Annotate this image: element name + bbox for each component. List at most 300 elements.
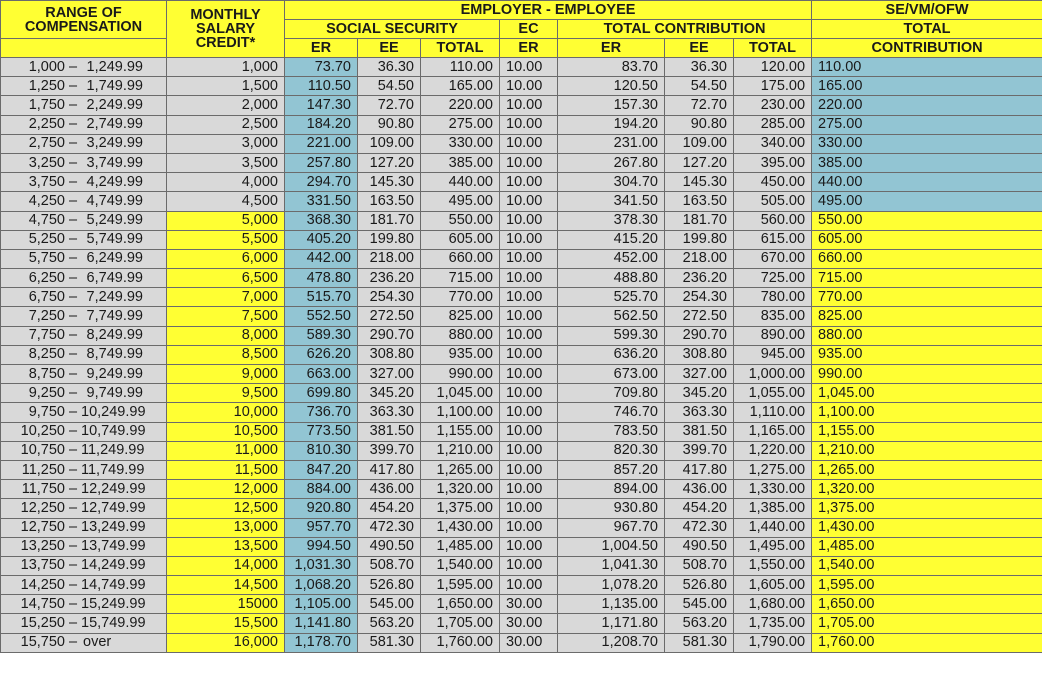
- cell-ec-er: 10.00: [500, 230, 558, 249]
- table-row: [1, 134, 1042, 153]
- cell-tc-total: 615.00: [734, 230, 812, 249]
- cell-ec-er: 10.00: [500, 269, 558, 288]
- cell-ec-er: 10.00: [500, 96, 558, 115]
- cell-tc-er: 820.30: [558, 441, 665, 460]
- cell-tc-er: 1,041.30: [558, 556, 665, 575]
- cell-ss-ee: 581.30: [358, 633, 421, 652]
- cell-tc-ee: 272.50: [665, 307, 734, 326]
- cell-ss-er: 663.00: [285, 365, 358, 384]
- cell-se-total: 715.00: [812, 269, 1042, 288]
- range-high: 7,249.99: [86, 288, 143, 305]
- cell-ec-er: 30.00: [500, 633, 558, 652]
- cell-tc-er: 267.80: [558, 153, 665, 172]
- table-row: [1, 499, 1042, 518]
- cell-msc: 12,000: [167, 480, 285, 499]
- cell-msc: 4,000: [167, 173, 285, 192]
- cell-tc-ee: 436.00: [665, 480, 734, 499]
- range-dash: –: [68, 77, 78, 94]
- table-row: [1, 77, 1042, 96]
- cell-ss-er: 73.70: [285, 58, 358, 77]
- header-social-security: SOCIAL SECURITY: [285, 20, 500, 39]
- cell-range: [1, 576, 167, 595]
- header-tc-er: ER: [558, 39, 665, 58]
- cell-tc-total: 1,440.00: [734, 518, 812, 537]
- cell-ss-er: 1,105.00: [285, 595, 358, 614]
- range-low: 6,250: [28, 269, 65, 286]
- cell-ec-er: 10.00: [500, 422, 558, 441]
- cell-tc-er: 83.70: [558, 58, 665, 77]
- range-low: 8,750: [28, 365, 65, 382]
- cell-range: [1, 422, 167, 441]
- cell-ss-er: 257.80: [285, 153, 358, 172]
- cell-tc-total: 1,000.00: [734, 365, 812, 384]
- cell-tc-er: 488.80: [558, 269, 665, 288]
- cell-ss-er: 442.00: [285, 249, 358, 268]
- cell-tc-ee: 526.80: [665, 576, 734, 595]
- cell-tc-er: 452.00: [558, 249, 665, 268]
- table-row: [1, 403, 1042, 422]
- cell-tc-total: 1,055.00: [734, 384, 812, 403]
- cell-range: [1, 384, 167, 403]
- cell-msc: 2,000: [167, 96, 285, 115]
- range-low: 13,250: [20, 538, 65, 555]
- range-low: 3,250: [28, 154, 65, 171]
- cell-range: [1, 230, 167, 249]
- cell-range: [1, 307, 167, 326]
- cell-ec-er: 30.00: [500, 614, 558, 633]
- cell-se-total: 880.00: [812, 326, 1042, 345]
- cell-se-total: 605.00: [812, 230, 1042, 249]
- cell-ss-er: 994.50: [285, 537, 358, 556]
- cell-tc-total: 670.00: [734, 249, 812, 268]
- cell-se-total: 1,540.00: [812, 556, 1042, 575]
- table-row: [1, 480, 1042, 499]
- range-dash: –: [68, 499, 78, 516]
- cell-range: [1, 518, 167, 537]
- cell-ss-ee: 72.70: [358, 96, 421, 115]
- cell-se-total: 1,760.00: [812, 633, 1042, 652]
- cell-range: [1, 96, 167, 115]
- cell-msc: 5,000: [167, 211, 285, 230]
- cell-tc-total: 1,275.00: [734, 460, 812, 479]
- cell-se-total: 1,210.00: [812, 441, 1042, 460]
- cell-ss-total: 165.00: [421, 77, 500, 96]
- cell-msc: 10,000: [167, 403, 285, 422]
- cell-ss-total: 1,155.00: [421, 422, 500, 441]
- range-low: 7,750: [28, 327, 65, 344]
- range-low: 13,750: [20, 557, 65, 574]
- cell-ss-total: 770.00: [421, 288, 500, 307]
- cell-tc-er: 562.50: [558, 307, 665, 326]
- cell-ss-ee: 563.20: [358, 614, 421, 633]
- cell-ss-er: 847.20: [285, 460, 358, 479]
- cell-ss-total: 605.00: [421, 230, 500, 249]
- cell-se-total: 440.00: [812, 173, 1042, 192]
- cell-ss-er: 184.20: [285, 115, 358, 134]
- cell-tc-er: 378.30: [558, 211, 665, 230]
- cell-tc-ee: 90.80: [665, 115, 734, 134]
- cell-ss-ee: 218.00: [358, 249, 421, 268]
- cell-ss-er: 810.30: [285, 441, 358, 460]
- cell-range: [1, 58, 167, 77]
- cell-ss-ee: 145.30: [358, 173, 421, 192]
- range-high: 15,749.99: [81, 615, 146, 632]
- cell-msc: 13,500: [167, 537, 285, 556]
- cell-tc-total: 1,220.00: [734, 441, 812, 460]
- range-dash: –: [68, 384, 78, 401]
- cell-range: [1, 115, 167, 134]
- cell-msc: 3,000: [167, 134, 285, 153]
- cell-tc-ee: 308.80: [665, 345, 734, 364]
- cell-ss-total: 1,320.00: [421, 480, 500, 499]
- table-row: [1, 153, 1042, 172]
- cell-ss-total: 275.00: [421, 115, 500, 134]
- range-high: 10,749.99: [81, 423, 146, 440]
- cell-se-total: 550.00: [812, 211, 1042, 230]
- cell-ss-total: 935.00: [421, 345, 500, 364]
- cell-ec-er: 10.00: [500, 345, 558, 364]
- table-row: [1, 345, 1042, 364]
- cell-msc: 11,000: [167, 441, 285, 460]
- cell-ec-er: 10.00: [500, 499, 558, 518]
- cell-tc-ee: 417.80: [665, 460, 734, 479]
- range-high: 7,749.99: [86, 308, 143, 325]
- cell-tc-er: 857.20: [558, 460, 665, 479]
- range-high: 6,749.99: [86, 269, 143, 286]
- cell-tc-total: 175.00: [734, 77, 812, 96]
- range-dash: –: [68, 557, 78, 574]
- cell-ss-er: 331.50: [285, 192, 358, 211]
- cell-tc-total: 1,790.00: [734, 633, 812, 652]
- header-ss-total: TOTAL: [421, 39, 500, 58]
- cell-ss-total: 1,430.00: [421, 518, 500, 537]
- header-ec-er: ER: [500, 39, 558, 58]
- cell-msc: 8,500: [167, 345, 285, 364]
- header-se-contribution: CONTRIBUTION: [812, 39, 1042, 58]
- table-row: [1, 633, 1042, 652]
- range-high: 2,749.99: [86, 116, 143, 133]
- cell-ss-ee: 508.70: [358, 556, 421, 575]
- cell-tc-er: 525.70: [558, 288, 665, 307]
- cell-ss-ee: 436.00: [358, 480, 421, 499]
- cell-tc-er: 746.70: [558, 403, 665, 422]
- table-row: [1, 58, 1042, 77]
- cell-ec-er: 10.00: [500, 365, 558, 384]
- range-low: 1,250: [28, 77, 65, 94]
- cell-ss-ee: 490.50: [358, 537, 421, 556]
- cell-ss-total: 1,485.00: [421, 537, 500, 556]
- cell-ss-ee: 290.70: [358, 326, 421, 345]
- cell-ec-er: 10.00: [500, 576, 558, 595]
- cell-ss-total: 715.00: [421, 269, 500, 288]
- cell-ss-ee: 399.70: [358, 441, 421, 460]
- range-dash: –: [68, 346, 78, 363]
- cell-se-total: 330.00: [812, 134, 1042, 153]
- range-dash: –: [68, 288, 78, 305]
- header-ec: EC: [500, 20, 558, 39]
- cell-ss-er: 368.30: [285, 211, 358, 230]
- cell-ss-ee: 199.80: [358, 230, 421, 249]
- cell-se-total: 1,155.00: [812, 422, 1042, 441]
- cell-se-total: 1,430.00: [812, 518, 1042, 537]
- cell-ss-ee: 381.50: [358, 422, 421, 441]
- range-dash: –: [68, 154, 78, 171]
- cell-ss-er: 957.70: [285, 518, 358, 537]
- cell-tc-er: 930.80: [558, 499, 665, 518]
- cell-ec-er: 10.00: [500, 173, 558, 192]
- cell-se-total: 770.00: [812, 288, 1042, 307]
- cell-ss-total: 1,595.00: [421, 576, 500, 595]
- cell-msc: 8,000: [167, 326, 285, 345]
- range-low: 12,250: [20, 499, 65, 516]
- cell-range: [1, 441, 167, 460]
- cell-tc-total: 1,110.00: [734, 403, 812, 422]
- cell-ss-total: 385.00: [421, 153, 500, 172]
- range-dash: –: [68, 538, 78, 555]
- range-dash: –: [68, 212, 78, 229]
- cell-ss-ee: 36.30: [358, 58, 421, 77]
- range-dash: –: [68, 442, 78, 459]
- cell-ss-total: 660.00: [421, 249, 500, 268]
- table-row: [1, 249, 1042, 268]
- range-low: 2,750: [28, 135, 65, 152]
- cell-tc-er: 636.20: [558, 345, 665, 364]
- header-se-vm-ofw: SE/VM/OFW: [812, 1, 1042, 20]
- table-row: [1, 518, 1042, 537]
- cell-ss-total: 495.00: [421, 192, 500, 211]
- cell-se-total: 935.00: [812, 345, 1042, 364]
- cell-tc-er: 304.70: [558, 173, 665, 192]
- cell-ss-er: 515.70: [285, 288, 358, 307]
- cell-tc-ee: 563.20: [665, 614, 734, 633]
- table-row: [1, 614, 1042, 633]
- cell-ec-er: 10.00: [500, 518, 558, 537]
- range-dash: –: [68, 365, 78, 382]
- header-se-total: TOTAL: [812, 20, 1042, 39]
- cell-ss-total: 440.00: [421, 173, 500, 192]
- cell-ss-total: 1,210.00: [421, 441, 500, 460]
- cell-tc-ee: 109.00: [665, 134, 734, 153]
- cell-msc: 6,500: [167, 269, 285, 288]
- header-range-of-compensation: RANGE OF COMPENSATION: [1, 1, 167, 39]
- range-high: 13,249.99: [81, 519, 146, 536]
- cell-ss-er: 884.00: [285, 480, 358, 499]
- cell-msc: 14,000: [167, 556, 285, 575]
- cell-tc-total: 230.00: [734, 96, 812, 115]
- table-row: [1, 211, 1042, 230]
- table-row: [1, 96, 1042, 115]
- cell-tc-ee: 545.00: [665, 595, 734, 614]
- cell-ec-er: 30.00: [500, 595, 558, 614]
- header-total-contribution: TOTAL CONTRIBUTION: [558, 20, 812, 39]
- header-ss-ee: EE: [358, 39, 421, 58]
- range-high: over: [83, 634, 112, 651]
- cell-se-total: 1,485.00: [812, 537, 1042, 556]
- range-low: 10,250: [20, 423, 65, 440]
- range-dash: –: [68, 615, 78, 632]
- cell-ss-er: 552.50: [285, 307, 358, 326]
- cell-range: [1, 403, 167, 422]
- cell-ss-er: 589.30: [285, 326, 358, 345]
- cell-msc: 6,000: [167, 249, 285, 268]
- range-dash: –: [68, 96, 78, 113]
- cell-tc-total: 1,330.00: [734, 480, 812, 499]
- cell-ss-total: 110.00: [421, 58, 500, 77]
- cell-msc: 7,500: [167, 307, 285, 326]
- cell-ec-er: 10.00: [500, 211, 558, 230]
- cell-tc-total: 1,495.00: [734, 537, 812, 556]
- cell-msc: 16,000: [167, 633, 285, 652]
- range-low: 3,750: [28, 173, 65, 190]
- cell-ec-er: 10.00: [500, 403, 558, 422]
- cell-ss-er: 626.20: [285, 345, 358, 364]
- cell-se-total: 1,045.00: [812, 384, 1042, 403]
- cell-ss-total: 1,540.00: [421, 556, 500, 575]
- range-high: 8,749.99: [86, 346, 143, 363]
- cell-tc-ee: 581.30: [665, 633, 734, 652]
- table-row: [1, 115, 1042, 134]
- cell-tc-er: 157.30: [558, 96, 665, 115]
- table-row: [1, 326, 1042, 345]
- cell-tc-total: 945.00: [734, 345, 812, 364]
- cell-ec-er: 10.00: [500, 307, 558, 326]
- cell-tc-total: 285.00: [734, 115, 812, 134]
- cell-tc-ee: 54.50: [665, 77, 734, 96]
- cell-ec-er: 10.00: [500, 384, 558, 403]
- cell-se-total: 825.00: [812, 307, 1042, 326]
- cell-tc-ee: 345.20: [665, 384, 734, 403]
- table-row: [1, 384, 1042, 403]
- range-dash: –: [68, 480, 78, 497]
- cell-se-total: 275.00: [812, 115, 1042, 134]
- cell-tc-ee: 290.70: [665, 326, 734, 345]
- range-dash: –: [68, 269, 78, 286]
- cell-ss-ee: 109.00: [358, 134, 421, 153]
- range-dash: –: [68, 403, 78, 420]
- cell-tc-total: 890.00: [734, 326, 812, 345]
- cell-se-total: 1,265.00: [812, 460, 1042, 479]
- cell-tc-ee: 127.20: [665, 153, 734, 172]
- range-low: 10,750: [20, 442, 65, 459]
- cell-range: [1, 537, 167, 556]
- cell-range: [1, 192, 167, 211]
- range-dash: –: [68, 327, 78, 344]
- table-row: [1, 269, 1042, 288]
- cell-tc-er: 1,135.00: [558, 595, 665, 614]
- cell-ss-total: 330.00: [421, 134, 500, 153]
- cell-msc: 9,000: [167, 365, 285, 384]
- cell-tc-ee: 327.00: [665, 365, 734, 384]
- cell-tc-ee: 472.30: [665, 518, 734, 537]
- table-row: [1, 576, 1042, 595]
- range-high: 11,249.99: [81, 442, 145, 459]
- cell-tc-total: 1,165.00: [734, 422, 812, 441]
- range-high: 3,749.99: [86, 154, 143, 171]
- cell-range: [1, 153, 167, 172]
- range-high: 10,249.99: [81, 403, 146, 420]
- cell-range: [1, 77, 167, 96]
- cell-se-total: 1,650.00: [812, 595, 1042, 614]
- cell-tc-ee: 181.70: [665, 211, 734, 230]
- header-tc-ee: EE: [665, 39, 734, 58]
- cell-ss-ee: 345.20: [358, 384, 421, 403]
- range-low: 4,750: [28, 212, 65, 229]
- cell-ss-ee: 54.50: [358, 77, 421, 96]
- range-dash: –: [68, 519, 78, 536]
- cell-tc-ee: 236.20: [665, 269, 734, 288]
- cell-range: [1, 134, 167, 153]
- cell-ss-total: 1,265.00: [421, 460, 500, 479]
- cell-tc-total: 560.00: [734, 211, 812, 230]
- cell-msc: 1,000: [167, 58, 285, 77]
- cell-se-total: 1,375.00: [812, 499, 1042, 518]
- cell-ss-total: 1,100.00: [421, 403, 500, 422]
- range-high: 14,249.99: [81, 557, 146, 574]
- table-row: [1, 422, 1042, 441]
- cell-ec-er: 10.00: [500, 115, 558, 134]
- range-high: 13,749.99: [81, 538, 146, 555]
- range-low: 14,750: [20, 595, 65, 612]
- cell-ec-er: 10.00: [500, 537, 558, 556]
- cell-ss-total: 825.00: [421, 307, 500, 326]
- header-employer-employee: EMPLOYER - EMPLOYEE: [285, 1, 812, 20]
- cell-msc: 12,500: [167, 499, 285, 518]
- cell-se-total: 1,595.00: [812, 576, 1042, 595]
- cell-msc: 1,500: [167, 77, 285, 96]
- table-header: [1, 1, 1042, 58]
- cell-range: [1, 249, 167, 268]
- table-row: [1, 441, 1042, 460]
- cell-se-total: 990.00: [812, 365, 1042, 384]
- range-dash: –: [68, 423, 78, 440]
- cell-ec-er: 10.00: [500, 153, 558, 172]
- range-high: 11,749.99: [81, 461, 145, 478]
- cell-ss-ee: 526.80: [358, 576, 421, 595]
- range-low: 4,250: [28, 192, 65, 209]
- cell-ss-ee: 236.20: [358, 269, 421, 288]
- cell-ss-er: 1,068.20: [285, 576, 358, 595]
- cell-ss-total: 1,375.00: [421, 499, 500, 518]
- cell-ec-er: 10.00: [500, 288, 558, 307]
- cell-ss-ee: 417.80: [358, 460, 421, 479]
- cell-ss-total: 990.00: [421, 365, 500, 384]
- cell-range: [1, 345, 167, 364]
- range-high: 8,249.99: [86, 327, 143, 344]
- range-dash: –: [68, 576, 78, 593]
- cell-ss-er: 147.30: [285, 96, 358, 115]
- cell-ss-er: 1,141.80: [285, 614, 358, 633]
- cell-msc: 9,500: [167, 384, 285, 403]
- cell-tc-ee: 508.70: [665, 556, 734, 575]
- cell-tc-er: 673.00: [558, 365, 665, 384]
- range-dash: –: [68, 308, 78, 325]
- cell-se-total: 1,100.00: [812, 403, 1042, 422]
- range-high: 4,249.99: [86, 173, 143, 190]
- cell-ec-er: 10.00: [500, 249, 558, 268]
- cell-msc: 5,500: [167, 230, 285, 249]
- cell-ss-ee: 327.00: [358, 365, 421, 384]
- cell-ec-er: 10.00: [500, 441, 558, 460]
- range-high: 6,249.99: [86, 250, 143, 267]
- table-row: [1, 173, 1042, 192]
- range-high: 14,749.99: [81, 576, 146, 593]
- table-row: [1, 595, 1042, 614]
- range-low: 7,250: [28, 308, 65, 325]
- cell-tc-total: 725.00: [734, 269, 812, 288]
- cell-se-total: 165.00: [812, 77, 1042, 96]
- cell-ss-ee: 363.30: [358, 403, 421, 422]
- range-high: 1,249.99: [86, 58, 143, 75]
